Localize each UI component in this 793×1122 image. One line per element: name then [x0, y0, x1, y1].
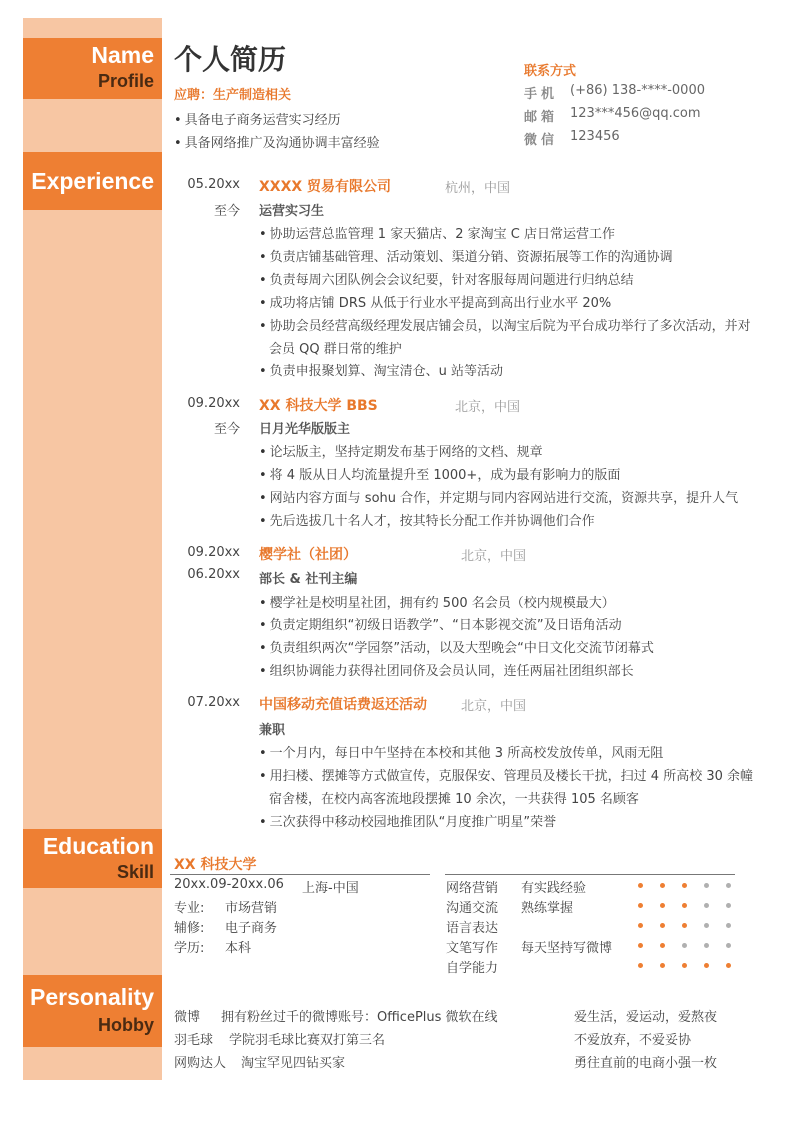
skill-level-dot-filled — [726, 963, 731, 968]
job-bullet-cont: 宿舍楼，在校内高客流地段摆摊 10 余次，一共获得 105 名顾客 — [269, 792, 639, 807]
skill-level-dot-filled — [660, 883, 665, 888]
phone-label: 手机 — [524, 87, 559, 102]
job-bullet: • 网站内容方面与 sohu 合作，并定期与同内容网站进行交流，资源共享，提升人气 — [259, 487, 738, 506]
page-title: 个人简历 — [174, 43, 287, 76]
trait-item: 不爱放弃，不爱妥协 — [574, 1033, 692, 1048]
skill-desc: 有实践经验 — [521, 881, 587, 896]
job-location: 北京，中国 — [455, 400, 521, 415]
job-bullet: • 一个月内，每日中午坚持在本校和其他 3 所高校发放传单，风雨无阻 — [259, 742, 663, 761]
job-bullet: • 组织协调能力获得社团同侪及会员认同，连任两届社团组织部长 — [259, 660, 634, 679]
section-header-personality — [23, 975, 162, 1047]
skill-level-dot-filled — [638, 963, 643, 968]
job-bullet: • 将 4 版从日人均流量提升至 1000+，成为最有影响力的版面 — [259, 464, 620, 483]
job-bullet: • 先后选拔几十名人才，按其特长分配工作并协调他们合作 — [259, 510, 595, 529]
skill-level-dot-filled — [682, 883, 687, 888]
skill-name: 网络营销 — [446, 881, 499, 896]
job-bullet: • 用扫楼、摆摊等方式做宣传，克服保安、管理员及楼长干扰，扫过 4 所高校 30 余幢 — [259, 765, 753, 784]
skill-level-dot-filled — [660, 943, 665, 948]
skill-level-dot-filled — [638, 883, 643, 888]
section-header-education — [23, 829, 162, 888]
job-bullet: • 成功将店铺 DRS 从低于行业水平提高到高出行业水平 20% — [259, 292, 611, 311]
hobby-desc: 淘宝罕见四钻买家 — [241, 1056, 346, 1071]
job-bullet: • 三次获得中移动校园地推团队“月度推广明星”荣誉 — [259, 811, 556, 830]
skill-desc: 每天坚持写微博 — [521, 941, 613, 956]
job-bullet: • 樱学社是校明星社团，拥有约 500 名会员（校内规模最大） — [259, 592, 615, 611]
section-sub: Profile — [97, 71, 154, 91]
job-role: 部长 & 社刊主编 — [259, 572, 358, 587]
job-bullet: • 协助会员经营高级经理发展店铺会员，以淘宝后院为平台成功举行了多次活动，并对 — [259, 315, 751, 334]
minor-value: 电子商务 — [225, 921, 278, 936]
apply-position: 应聘：生产制造相关 — [174, 88, 292, 103]
skill-name: 自学能力 — [446, 961, 499, 976]
skill-name: 文笔写作 — [446, 941, 499, 956]
highlight-item: • 具备电子商务运营实习经历 — [174, 109, 341, 128]
job-bullet: • 负责店铺基础管理、活动策划、渠道分销、资源拓展等工作的沟通协调 — [259, 246, 673, 265]
job-location: 北京，中国 — [461, 549, 527, 564]
job-company: XXXX 贸易有限公司 — [259, 179, 392, 195]
section-label: Personality — [30, 984, 154, 1010]
hobby-desc: 学院羽毛球比赛双打第三名 — [229, 1033, 386, 1048]
skill-level-dot-empty — [726, 883, 731, 888]
job-bullet: • 负责每周六团队例会会议纪要，针对客服每周问题进行归纳总结 — [259, 269, 634, 288]
section-label: Name — [91, 42, 154, 68]
skill-desc: 熟练掌握 — [521, 901, 574, 916]
job-role: 日月光华版版主 — [259, 422, 351, 437]
major-label: 专业: — [174, 901, 205, 916]
skill-name: 语言表达 — [446, 921, 499, 936]
skill-level-dot-empty — [704, 943, 709, 948]
phone-value: (+86) 138-****-0000 — [570, 83, 705, 98]
trait-item: 勇往直前的电商小强一枚 — [574, 1056, 718, 1071]
highlight-item: • 具备网络推广及沟通协调丰富经验 — [174, 132, 380, 151]
job-date-start: 05.20xx — [187, 177, 240, 192]
hobby-name: 羽毛球 — [174, 1033, 214, 1048]
skill-name: 沟通交流 — [446, 901, 499, 916]
email-label: 邮箱 — [524, 110, 559, 125]
contact-title: 联系方式 — [524, 64, 577, 79]
job-company: 樱学社（社团） — [259, 547, 357, 563]
section-label: Experience — [31, 168, 154, 194]
job-date-start: 09.20xx — [187, 545, 240, 560]
section-sub: Skill — [116, 862, 154, 882]
email-value: 123***456@qq.com — [570, 106, 701, 121]
trait-item: 爱生活，爱运动，爱熬夜 — [574, 1010, 718, 1025]
skills-divider — [445, 874, 735, 875]
education-divider — [170, 874, 430, 875]
section-label: Education — [42, 833, 154, 859]
skill-level-dot-empty — [704, 883, 709, 888]
skill-level-dot-filled — [660, 923, 665, 928]
skill-level-dot-filled — [660, 963, 665, 968]
section-header-name — [23, 38, 162, 99]
skill-level-dot-filled — [682, 923, 687, 928]
job-date-end: 06.20xx — [187, 567, 240, 582]
job-date-start: 07.20xx — [187, 695, 240, 710]
edu-location: 上海-中国 — [302, 881, 359, 896]
hobby-name: 微博 — [174, 1010, 201, 1025]
skill-level-dot-filled — [638, 903, 643, 908]
section-header-experience — [23, 152, 162, 210]
skill-level-dot-empty — [726, 923, 731, 928]
job-role: 兼职 — [259, 723, 286, 738]
skill-level-dot-filled — [638, 923, 643, 928]
skill-level-dot-empty — [726, 943, 731, 948]
skill-level-dot-empty — [726, 903, 731, 908]
job-bullet: • 协助运营总监管理 1 家天猫店、2 家淘宝 C 店日常运营工作 — [259, 223, 615, 242]
skill-level-dot-empty — [704, 903, 709, 908]
job-bullet-cont: 会员 QQ 群日常的维护 — [269, 342, 402, 357]
job-role: 运营实习生 — [259, 204, 325, 219]
job-bullet: • 负责申报聚划算、淘宝清仓、u 站等活动 — [259, 360, 503, 379]
school-name: XX 科技大学 — [174, 857, 257, 873]
degree-label: 学历: — [174, 941, 205, 956]
degree-value: 本科 — [225, 941, 252, 956]
job-company: 中国移动充值话费返还活动 — [259, 697, 427, 713]
wechat-value: 123456 — [570, 129, 620, 144]
job-bullet: • 负责组织两次“学园祭”活动，以及大型晚会“中日文化交流节闭幕式 — [259, 637, 654, 656]
job-bullet: • 论坛版主，坚持定期发布基于网络的文档、规章 — [259, 441, 543, 460]
job-date-end: 至今 — [213, 204, 240, 219]
skill-level-dot-empty — [704, 923, 709, 928]
skill-level-dot-filled — [660, 903, 665, 908]
job-location: 杭州，中国 — [445, 181, 511, 196]
skill-level-dot-filled — [638, 943, 643, 948]
job-company: XX 科技大学 BBS — [259, 398, 378, 414]
minor-label: 辅修: — [174, 921, 205, 936]
skill-level-dot-filled — [682, 903, 687, 908]
job-date-end: 至今 — [213, 422, 240, 437]
wechat-label: 微信 — [524, 133, 559, 148]
section-sub: Hobby — [98, 1015, 154, 1035]
skill-level-dot-filled — [682, 963, 687, 968]
skill-level-dot-filled — [704, 963, 709, 968]
hobby-desc: 拥有粉丝过千的微博账号：OfficePlus 微软在线 — [221, 1010, 498, 1025]
major-value: 市场营销 — [225, 901, 278, 916]
job-bullet: • 负责定期组织“初级日语教学”、“日本影视交流”及日语角活动 — [259, 614, 622, 633]
skill-level-dot-empty — [682, 943, 687, 948]
hobby-name: 网购达人 — [174, 1056, 227, 1071]
edu-period: 20xx.09-20xx.06 — [174, 877, 284, 892]
job-location: 北京，中国 — [461, 699, 527, 714]
job-date-start: 09.20xx — [187, 396, 240, 411]
